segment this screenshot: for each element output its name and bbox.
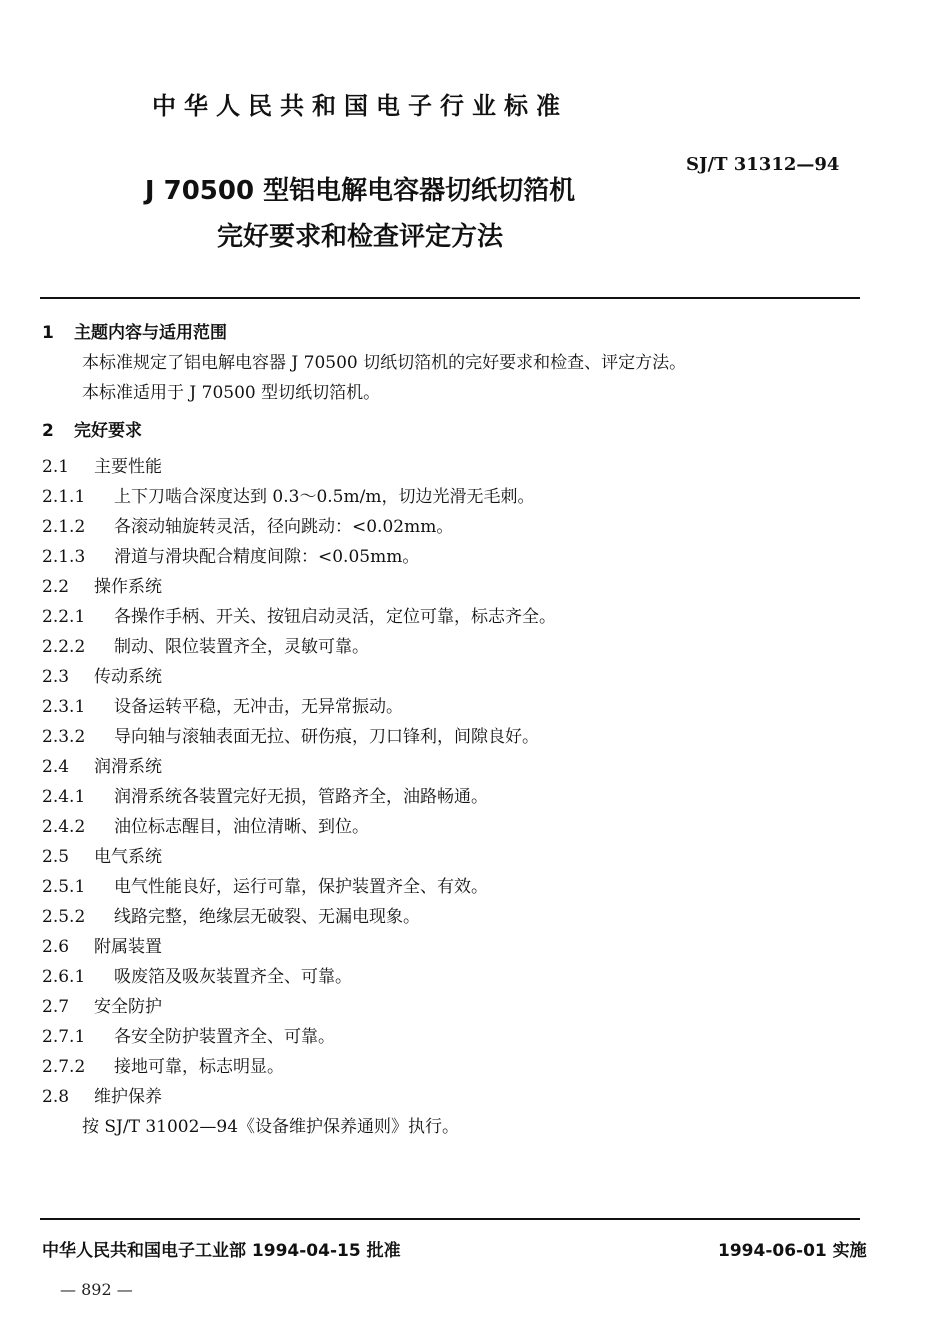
clause [42,482,862,512]
item-text: 润滑系统各装置完好无损，管路齐全，油路畅通。 [114,787,488,807]
item-number: 2.1.2 [42,517,86,537]
clause [42,1022,862,1052]
item-text: 安全防护 [94,997,162,1017]
clause [42,542,862,572]
item-text: 各滚动轴旋转灵活，径向跳动：<0.02mm。 [114,517,454,537]
item-number: 2.3.1 [42,697,86,717]
item-number: 2.7.1 [42,1027,86,1047]
item-text: 制动、限位装置齐全，灵敏可靠。 [114,637,369,657]
item-number: 2.6 [42,937,70,957]
item-number: 2.1.1 [42,487,86,507]
item-number: 2.4.2 [42,817,86,837]
section-heading [42,416,862,446]
item-number: 2.7 [42,997,70,1017]
subsection [42,572,862,602]
item-text: 各安全防护装置齐全、可靠。 [114,1027,335,1047]
clause [42,872,862,902]
item-number: 2.6.1 [42,967,86,987]
paragraph: 本标准适用于 J 70500 型切纸切箔机。 [82,383,381,403]
subsection [42,452,862,482]
document-title-line2: 完好要求和检查评定方法 [216,222,503,252]
section-title: 完好要求 [74,421,142,441]
clause [42,632,862,662]
item-text: 滑道与滑块配合精度间隙：<0.05mm。 [114,547,420,567]
item-number: 2.5.1 [42,877,86,897]
item-number: 2.8 [42,1087,70,1107]
item-number: 2.5 [42,847,70,867]
item-number: 2.2.2 [42,637,86,657]
subsection [42,842,862,872]
item-text: 接地可靠，标志明显。 [114,1057,284,1077]
item-number: 2.2.1 [42,607,86,627]
bottom-divider [40,1218,860,1220]
clause [42,1052,862,1082]
item-text: 各操作手柄、开关、按钮启动灵活，定位可靠，标志齐全。 [114,607,556,627]
document-title-line1: J 70500 型铝电解电容器切纸切箔机 [144,176,576,206]
item-text: 主要性能 [94,457,162,477]
subsection [42,992,862,1022]
item-number: 2.7.2 [42,1057,86,1077]
document-body [42,318,862,1142]
issuing-organization: 中华人民共和国电子行业标准 [152,92,568,120]
item-number: 2.3.2 [42,727,86,747]
item-text: 导向轴与滚轴表面无拉、研伤痕，刀口锋利，间隙良好。 [114,727,539,747]
clause [42,692,862,722]
item-number: 2.1 [42,457,70,477]
subsection [42,752,862,782]
clause [42,782,862,812]
item-text: 线路完整，绝缘层无破裂、无漏电现象。 [114,907,420,927]
standard-number: SJ/T 31312—94 [686,154,840,175]
item-text: 传动系统 [94,667,162,687]
item-text: 油位标志醒目，油位清晰、到位。 [114,817,369,837]
item-text: 润滑系统 [94,757,162,777]
item-number: 2.1.3 [42,547,86,567]
clause [42,602,862,632]
approval-line: 中华人民共和国电子工业部 1994-04-15 批准 [42,1241,401,1261]
section-number: 1 [42,323,54,343]
paragraph: 本标准规定了铝电解电容器 J 70500 切纸切箔机的完好要求和检查、评定方法。 [82,353,687,373]
item-text: 设备运转平稳，无冲击，无异常振动。 [114,697,403,717]
item-text: 附属装置 [94,937,162,957]
clause [42,902,862,932]
section-number: 2 [42,421,54,441]
item-text: 电气系统 [94,847,162,867]
top-divider [40,297,860,299]
item-text: 电气性能良好，运行可靠，保护装置齐全、有效。 [114,877,488,897]
subsection [42,932,862,962]
subsection [42,662,862,692]
section-heading [42,318,862,348]
subsection [42,1082,862,1112]
item-text: 维护保养 [94,1087,162,1107]
item-text: 吸废箔及吸灰装置齐全、可靠。 [114,967,352,987]
section-title: 主题内容与适用范围 [74,323,227,343]
implementation-date: 1994-06-01 实施 [718,1241,867,1261]
item-number: 2.4.1 [42,787,86,807]
clause [42,812,862,842]
page-number: — 892 — [60,1280,133,1299]
item-text: 操作系统 [94,577,162,597]
clause [42,962,862,992]
item-number: 2.4 [42,757,70,777]
item-number: 2.3 [42,667,70,687]
item-number: 2.2 [42,577,70,597]
paragraph: 按 SJ/T 31002—94《设备维护保养通则》执行。 [82,1117,460,1137]
item-number: 2.5.2 [42,907,86,927]
clause [42,512,862,542]
clause [42,722,862,752]
item-text: 上下刀啮合深度达到 0.3～0.5m/m，切边光滑无毛刺。 [114,487,535,507]
